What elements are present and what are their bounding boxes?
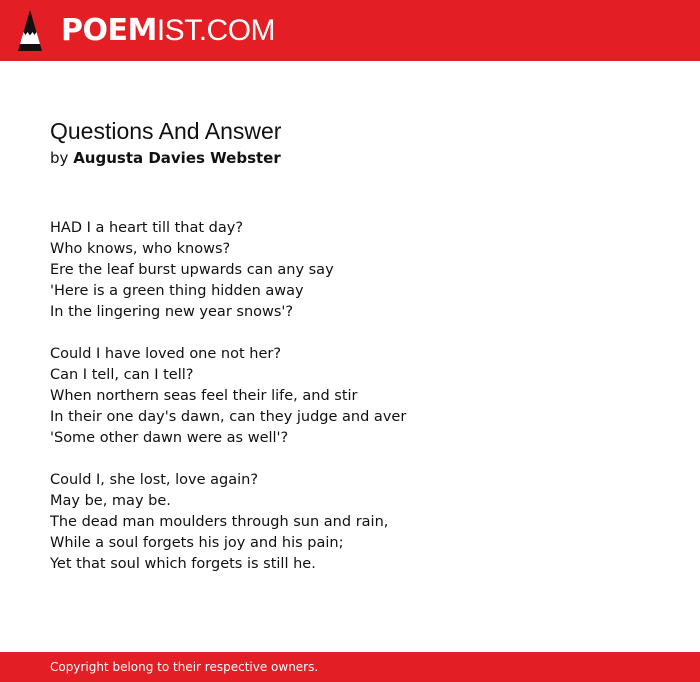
pencil-icon[interactable]: [18, 10, 42, 51]
stanza: [50, 344, 670, 449]
poem-line: Could I, she lost, love again?: [50, 472, 259, 488]
logo-bold-text: POEM: [61, 13, 157, 48]
poem-line: In their one day's dawn, can they judge and aver: [50, 409, 407, 425]
byline: [50, 148, 670, 168]
poem-line: Ere the leaf burst upwards can any say: [50, 262, 334, 278]
stanza: [50, 470, 670, 575]
poem-line: 'Here is a green thing hidden away: [50, 283, 304, 299]
stanza: [50, 218, 670, 323]
poem-line: The dead man moulders through sun and rain,: [50, 514, 389, 530]
poem-line: In the lingering new year snows'?: [50, 304, 294, 320]
author-name[interactable]: Augusta Davies Webster: [73, 149, 281, 167]
poem-line: Could I have loved one not her?: [50, 346, 282, 362]
poem-line: When northern seas feel their life, and stir: [50, 388, 358, 404]
by-label: by: [50, 149, 69, 167]
poem-line: May be, may be.: [50, 493, 171, 509]
poem-line: 'Some other dawn were as well'?: [50, 430, 289, 446]
site-header: [0, 0, 700, 61]
poem-line: HAD I a heart till that day?: [50, 220, 244, 236]
poem-line: While a soul forgets his joy and his pain;: [50, 535, 344, 551]
site-logo[interactable]: [61, 13, 275, 49]
logo-rest-text: IST.COM: [156, 14, 276, 47]
poem-line: Can I tell, can I tell?: [50, 367, 194, 383]
poem-body: [50, 218, 670, 575]
poem-line: Yet that soul which forgets is still he.: [50, 556, 316, 572]
poem-title: Questions And Answer: [50, 118, 282, 144]
copyright-text: Copyright belong to their respective owners.: [50, 660, 319, 674]
site-footer: [0, 652, 700, 682]
poem-content: [50, 116, 670, 596]
poem-line: Who knows, who knows?: [50, 241, 231, 257]
